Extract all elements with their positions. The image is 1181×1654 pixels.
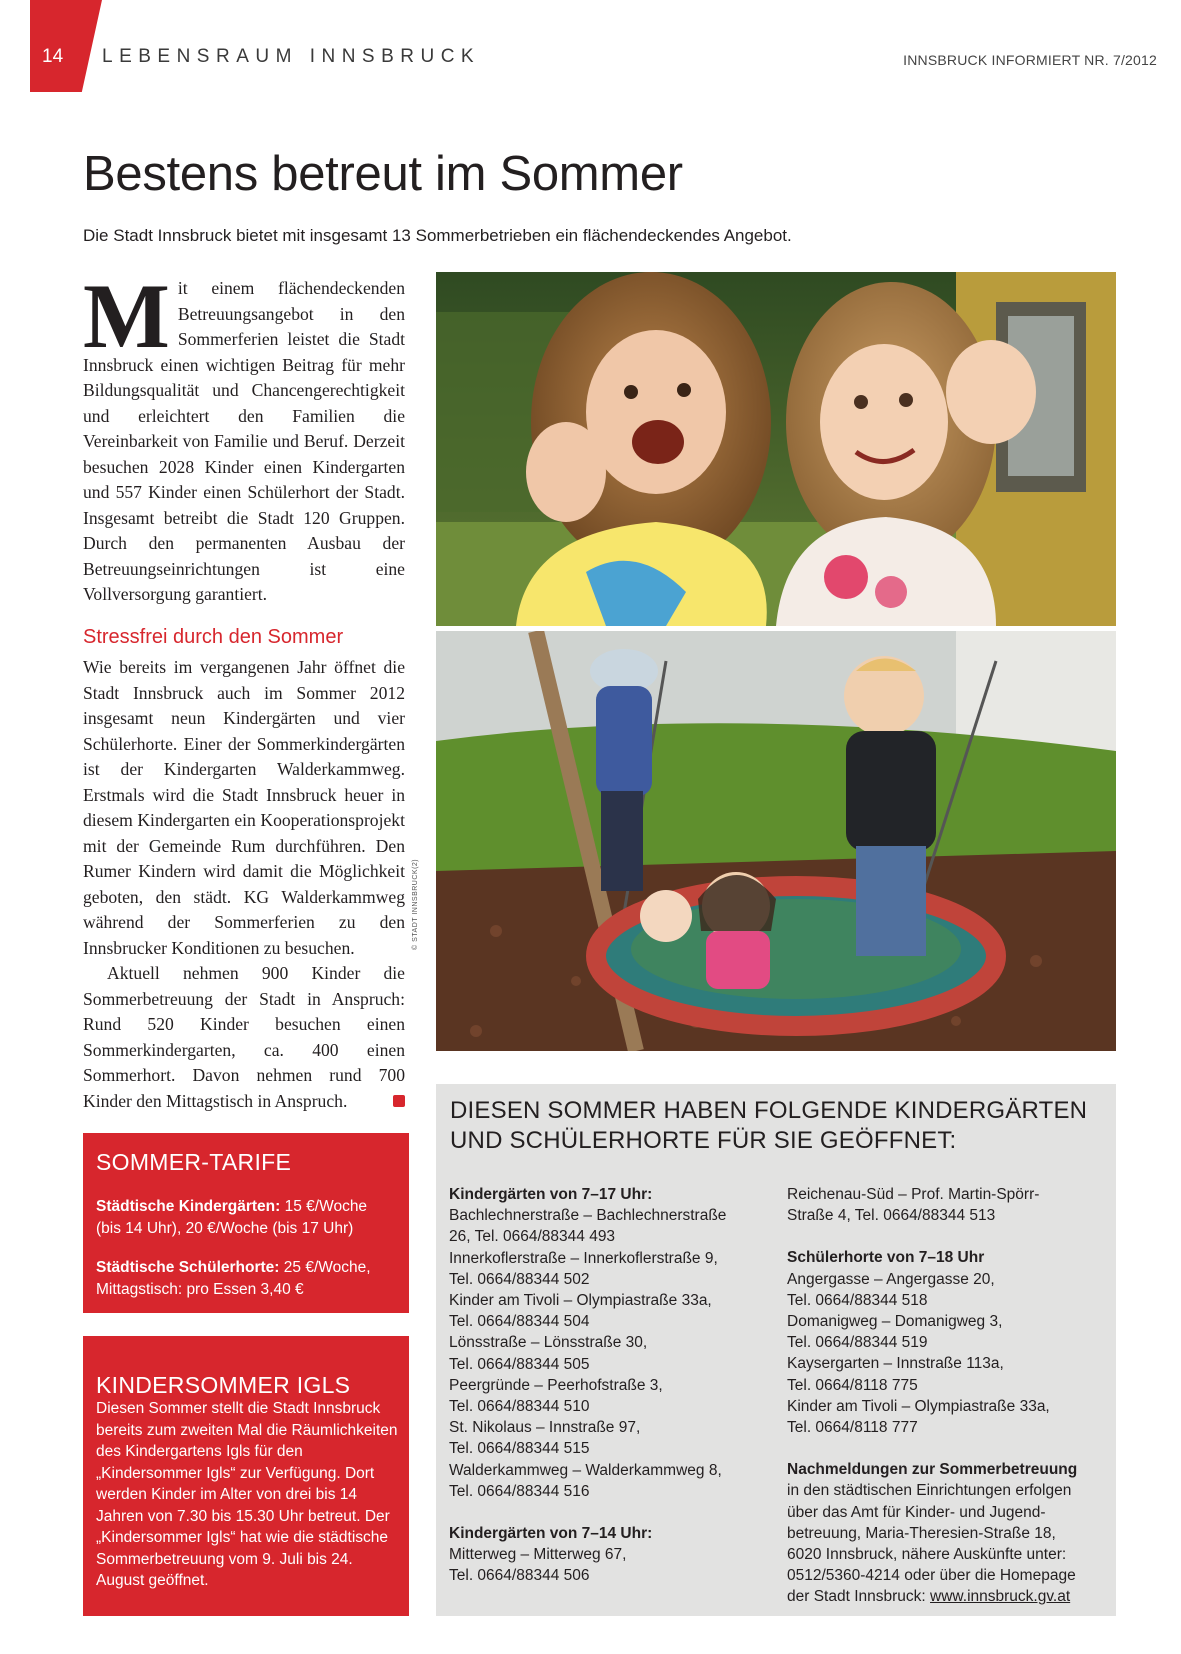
hort-line: Kinder am Tivoli – Olympiastraße 33a, (787, 1397, 1050, 1415)
paragraph-2: Wie bereits im vergangenen Jahr öffnet die Stadt Innsbruck auch im Sommer 2012 insgesamt neun Kindergärten und vier Schülerhorte. Einer der Sommerkindergärten ist der Kindergarten Walderkammweg. Erstmals wird die Stadt Innsbruck heuer in diesem Kindergarten ein Kooperationsprojekt mit der Gemeinde Rum durchführen. Den Rumer Kindern wird damit die Möglichkeit geboten, den städt. KG Walderkammweg während der Sommerferien zu den Innsbrucker Konditionen zu besuchen. (83, 657, 405, 958)
paragraph-3 (83, 961, 405, 1114)
kg17-line: Tel. 0664/88344 515 (449, 1440, 590, 1458)
kg17-line: Lönsstraße – Lönsstraße 30, (449, 1334, 648, 1352)
paragraph-3-text: Aktuell nehmen 900 Kinder die Sommerbetreuung der Stadt in Anspruch: Rund 520 Kinder besuchen einen Sommerkindergarten, ca. 400 einen Sommerhort. Davon nehmen rund 700 Kinder den Mittagstisch in Anspruch. (83, 963, 405, 1111)
openings-title-line2: UND SCHÜLERHORTE FÜR SIE GEÖFFNET: (450, 1127, 957, 1154)
openings-box (436, 1084, 1116, 1616)
hort-line: Angergasse – Angergasse 20, (787, 1270, 995, 1288)
hort-line: Tel. 0664/8118 775 (787, 1376, 918, 1394)
kg17-line: Tel. 0664/88344 505 (449, 1355, 590, 1373)
hort-line: Tel. 0664/88344 519 (787, 1334, 928, 1352)
late-registration-line: über das Amt für Kinder- und Jugend- (787, 1503, 1046, 1521)
igls-text: Diesen Sommer stellt die Stadt Innsbruck bereits zum zweiten Mal die Räumlichkeiten des Kindergartens Igls für den „Kindersommer Igls“ zur Verfügung. Dort werden Kinder im Alter von drei bis 14 Jahren von 7.30 bis 15.30 Uhr betreut. Der „Kindersommer Igls“ hat wie die städtische Sommerbetreuung vom 9. Juli bis 24. August geöffnet. (96, 1400, 398, 1589)
article-body (83, 265, 405, 1114)
late-registration-line: 6020 Innsbruck, nähere Auskünfte unter: (787, 1546, 1067, 1564)
kg17-line: Tel. 0664/88344 510 (449, 1398, 590, 1416)
tariffs-title: SOMMER-TARIFE (96, 1149, 292, 1175)
kg14-line: Tel. 0664/88344 506 (449, 1567, 590, 1585)
issue-label: INNSBRUCK INFORMIERT NR. 7/2012 (903, 52, 1157, 68)
openings-left-column (449, 1184, 767, 1587)
photo-two-girls (436, 272, 1116, 626)
kg14-line: Mitterweg – Mitterweg 67, (449, 1546, 627, 1564)
photo-credit: © STADT INNSBRUCK(2) (412, 858, 419, 950)
late-registration-line: in den städtischen Einrichtungen erfolgen (787, 1482, 1072, 1500)
homepage-link[interactable]: www.innsbruck.gv.at (930, 1588, 1071, 1606)
kg17-continued-line: Straße 4, Tel. 0664/88344 513 (787, 1207, 996, 1225)
tariffs-box (83, 1133, 409, 1313)
kg17-line: St. Nikolaus – Innstraße 97, (449, 1419, 641, 1437)
igls-box (83, 1336, 409, 1616)
article-title: Bestens betreut im Sommer (83, 147, 683, 201)
hort-line: Kaysergarten – Innstraße 113a, (787, 1355, 1004, 1373)
dropcap: M (83, 265, 170, 367)
hort-line: Tel. 0664/8118 777 (787, 1419, 918, 1437)
kg17-line: Peergründe – Peerhofstraße 3, (449, 1376, 663, 1394)
kg17-line: Walderkammweg – Walderkammweg 8, (449, 1461, 722, 1479)
openings-right-column (787, 1184, 1105, 1608)
late-registration-line: betreuung, Maria-Theresien-Straße 18, (787, 1524, 1056, 1542)
homepage-prefix: der Stadt Innsbruck: (787, 1588, 931, 1606)
openings-title-line1: DIESEN SOMMER HABEN FOLGENDE KINDERGÄRTEN (450, 1097, 1088, 1124)
intro-paragraph (83, 265, 405, 608)
page-number: 14 (42, 46, 64, 67)
photo-swing (436, 631, 1116, 1051)
hort-line: Domanigweg – Domanigweg 3, (787, 1313, 1003, 1331)
tariffs-kindergarten-text: 15 €/Woche (bis 14 Uhr), 20 €/Woche (bis 17 Uhr) (96, 1198, 368, 1237)
tariffs-hort (96, 1257, 396, 1300)
late-registration-last-line (787, 1586, 1105, 1607)
igls-title: KINDERSOMMER IGLS (96, 1372, 351, 1398)
kg17-heading: Kindergärten von 7–17 Uhr: (449, 1186, 653, 1203)
kg17-line: Bachlechnerstraße – Bachlechnerstraße (449, 1207, 727, 1225)
tariffs-hort-label: Städtische Schülerhorte: (96, 1259, 280, 1276)
tariffs-kindergarten (96, 1196, 396, 1239)
kg14-heading: Kindergärten von 7–14 Uhr: (449, 1525, 653, 1543)
kg17-line: Kinder am Tivoli – Olympiastraße 33a, (449, 1292, 712, 1310)
tariffs-kindergarten-label: Städtische Kindergärten: (96, 1198, 281, 1215)
hort-heading: Schülerhorte von 7–18 Uhr (787, 1249, 985, 1267)
section-title: LEBENSRAUM INNSBRUCK (102, 46, 481, 67)
page-number-tab (30, 0, 102, 92)
hort-line: Tel. 0664/88344 518 (787, 1291, 928, 1309)
kg17-continued-line: Reichenau-Süd – Prof. Martin-Spörr- (787, 1186, 1040, 1203)
late-registration-line: 0512/5360-4214 oder über die Homepage (787, 1567, 1076, 1585)
end-mark-icon (393, 1095, 405, 1107)
kg17-line: Innerkoflerstraße – Innerkoflerstraße 9, (449, 1249, 718, 1267)
kg17-line: Tel. 0664/88344 504 (449, 1313, 590, 1331)
openings-title (450, 1096, 1087, 1156)
tariffs-hort-text: 25 €/Woche, Mittagstisch: pro Essen 3,40 € (96, 1259, 371, 1298)
kg17-line: Tel. 0664/88344 516 (449, 1482, 590, 1500)
article-subtitle: Die Stadt Innsbruck bietet mit insgesamt 13 Sommerbetrieben ein flächendeckendes Angebot. (83, 226, 792, 245)
late-registration-heading: Nachmeldungen zur Sommerbetreuung (787, 1461, 1078, 1479)
intro-text: it einem flächendeckenden Betreuungsangebot in den Sommerferien leistet die Stadt Innsbruck einen wichtigen Beitrag für mehr Bildungsqualität und Chancengerechtigkeit und erleichtert den Familien die Vereinbarkeit von Familie und Beruf. Derzeit besuchen 2028 Kinder einen Kindergarten und 557 Kinder einen Schülerhort der Stadt. Insgesamt betreibt die Stadt 120 Gruppen. Durch den permanenten Ausbau der Betreuungseinrichtungen ist eine Vollversorgung garantiert. (83, 278, 405, 604)
kg17-line: 26, Tel. 0664/88344 493 (449, 1228, 616, 1246)
subheading: Stressfrei durch den Sommer (83, 625, 344, 648)
kg17-line: Tel. 0664/88344 502 (449, 1270, 590, 1288)
